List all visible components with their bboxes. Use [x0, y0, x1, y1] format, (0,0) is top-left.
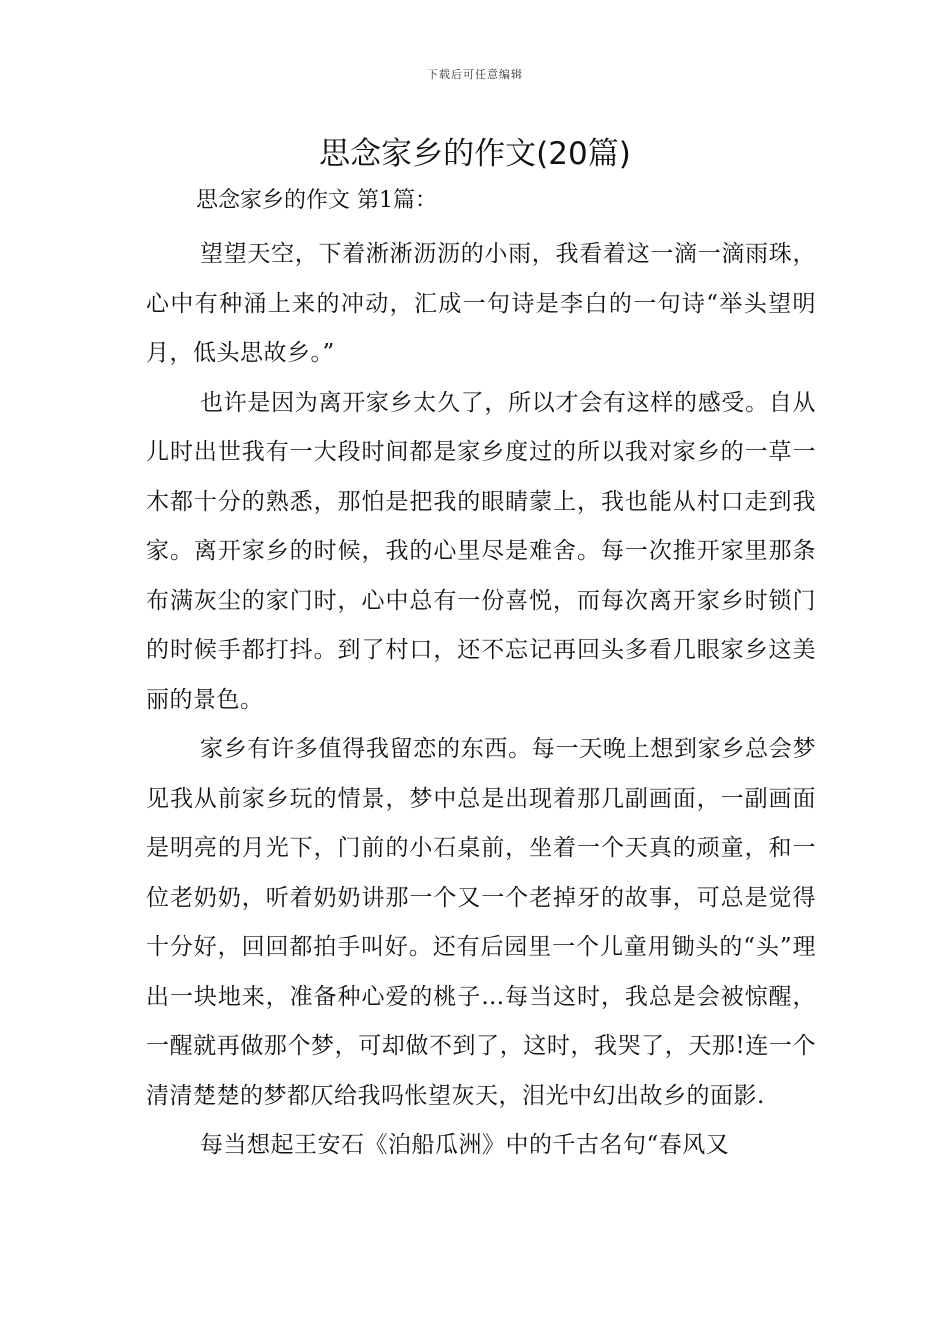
paragraph-1: 望望天空，下着淅淅沥沥的小雨，我看着这一滴一滴雨珠，心中有种涌上来的冲动，汇成一句诗是李白的一句诗“举头望明月，低头思故乡。”: [146, 241, 816, 366]
body-text: [146, 230, 816, 1171]
paragraph-3: 家乡有许多值得我留恋的东西。每一天晚上想到家乡总会梦见我从前家乡玩的情景，梦中总是出现着那几副画面，一副画面是明亮的月光下，门前的小石桌前，坐着一个天真的顽童，和一位老奶奶，听着奶奶讲那一个又一个老掉牙的故事，可总是觉得十分好，回回都拍手叫好。还有后园里一个儿童用锄头的“头”理出一块地来，准备种心爱的桃子…每当这时，我总是会被惊醒，一醒就再做那个梦，可却做不到了，这时，我哭了，天那!连一个清清楚楚的梦都仄给我吗怅望灰天，泪光中幻出故乡的面影.: [146, 736, 816, 1109]
document-title: 思念家乡的作文(20篇): [319, 136, 631, 172]
section-title: 思念家乡的作文 第1篇：: [196, 188, 437, 213]
header-note: 下载后可任意编辑: [427, 68, 523, 81]
paragraph-2: 也许是因为离开家乡太久了，所以才会有这样的感受。自从儿时出世我有一大段时间都是家乡度过的所以我对家乡的一草一木都十分的熟悉，那怕是把我的眼睛蒙上，我也能从村口走到我家。离开家乡的时候，我的心里尽是难舍。每一次推开家里那条布满灰尘的家门时，心中总有一份喜悦，而每次离开家乡时锁门的时候手都打抖。到了村口，还不忘记再回头多看几眼家乡这美丽的景色。: [146, 389, 816, 713]
paragraph-4: 每当想起王安石《泊船瓜洲》中的千古名句“春风又: [200, 1132, 730, 1158]
